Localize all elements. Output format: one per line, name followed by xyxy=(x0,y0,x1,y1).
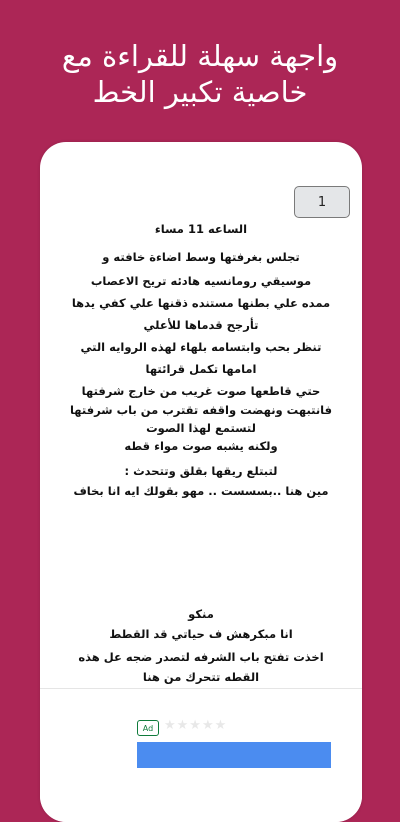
story-line: مين هنا ..بسسست .. مهو بقولك ايه انا بخاف xyxy=(73,484,329,498)
story-line: تجلس بغرفتها وسط اضاءة خافته و xyxy=(102,250,300,264)
phone-screen xyxy=(40,142,362,822)
promo-headline xyxy=(0,38,400,110)
story-line: ممده علي بطنها مستنده ذقنها علي كفي يدها xyxy=(71,296,331,310)
story-line: اخذت تفتح باب الشرفه لتصدر ضجه عل هذه xyxy=(78,650,324,664)
ad-badge: Ad xyxy=(137,720,159,736)
story-line: تنظر بحب وابتسامه بلهاء لهذه الروايه التي xyxy=(80,340,322,354)
story-line: الساعه 11 مساء xyxy=(154,222,248,236)
story-line: تأرجح قدماها للأعلي xyxy=(143,318,259,332)
story-line: حتي قاطعها صوت غريب من خارج شرفتها xyxy=(81,384,321,398)
story-line: ولكنه يشبه صوت مواء قطه xyxy=(124,439,278,453)
story-line: القطه تتحرك من هنا xyxy=(142,670,260,684)
story-line: موسيقي رومانسيه هادئه تريح الاعصاب xyxy=(90,274,312,288)
story-line: لتستمع لهذا الصوت xyxy=(146,421,256,435)
ad-action-button[interactable] xyxy=(137,742,331,768)
story-line: انا مبكرهش ف حياتي قد القطط xyxy=(109,627,293,641)
story-line: فانتبهت ونهضت واقفه تقترب من باب شرفتها xyxy=(69,403,333,417)
story-line: امامها تكمل قرائتها xyxy=(145,362,257,376)
headline-line-2: خاصية تكبير الخط xyxy=(92,75,308,109)
story-line: منكو xyxy=(188,607,214,621)
page-number-badge[interactable]: 1 xyxy=(294,186,350,218)
headline-line-1: واجهة سهلة للقراءة مع xyxy=(61,39,339,73)
rating-stars-icon: ★★★★★ xyxy=(164,718,228,733)
story-line: لتبتلع ريقها بقلق وتتحدث : xyxy=(124,464,278,478)
